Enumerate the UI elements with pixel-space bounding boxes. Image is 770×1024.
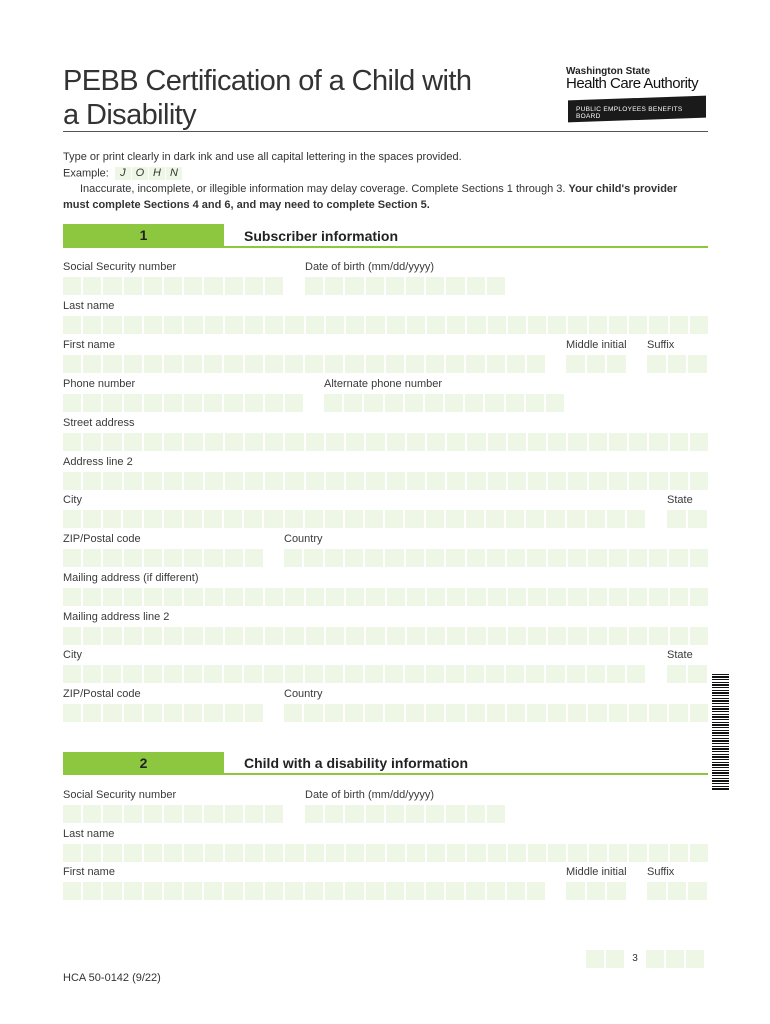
mail-city-label: City [63, 649, 82, 661]
page-marker-box [686, 950, 704, 968]
intro-instructions: Type or print clearly in dark ink and use all capital lettering in the spaces provided. [63, 151, 462, 163]
mail-country-label: Country [284, 688, 323, 700]
child-first-name-label: First name [63, 866, 115, 878]
zip-label: ZIP/Postal code [63, 533, 141, 545]
mail-zip-label: ZIP/Postal code [63, 688, 141, 700]
country-label: Country [284, 533, 323, 545]
child-suffix-label: Suffix [647, 866, 675, 878]
alt-phone-field[interactable] [324, 394, 564, 412]
state-field[interactable] [667, 510, 707, 528]
page-marker-box [666, 950, 684, 968]
barcode [712, 674, 729, 790]
example-letter: N [166, 167, 183, 180]
child-first-name-field[interactable] [63, 882, 545, 900]
section-2-number: 2 [63, 752, 224, 774]
dob-label: Date of birth (mm/dd/yyyy) [305, 261, 434, 273]
suffix-field[interactable] [647, 355, 707, 373]
page-number: 3 [626, 950, 644, 968]
child-dob-field[interactable] [305, 805, 505, 823]
intro-provider-note: must complete Sections 4 and 6, and may need to complete Section 5. [63, 199, 430, 211]
child-middle-initial-field[interactable] [566, 882, 626, 900]
section-2-rule [63, 773, 708, 775]
child-last-name-label: Last name [63, 828, 115, 840]
child-dob-label: Date of birth (mm/dd/yyyy) [305, 789, 434, 801]
first-name-label: First name [63, 339, 115, 351]
phone-label: Phone number [63, 378, 136, 390]
suffix-label: Suffix [647, 339, 675, 351]
section-2-title: Child with a disability information [244, 755, 469, 771]
ssn-field[interactable] [63, 277, 283, 295]
mail-zip-field[interactable] [63, 704, 263, 722]
last-name-label: Last name [63, 300, 115, 312]
section-1-rule [63, 246, 708, 248]
mail-state-field[interactable] [667, 665, 707, 683]
example-letter: H [149, 167, 166, 180]
city-label: City [63, 494, 82, 506]
last-name-field[interactable] [63, 316, 708, 334]
middle-initial-field[interactable] [566, 355, 626, 373]
example-letter: J [115, 167, 132, 180]
mail-country-field[interactable] [284, 704, 708, 722]
child-ssn-field[interactable] [63, 805, 283, 823]
intro-warning: Inaccurate, incomplete, or illegible information may delay coverage. Complete Sections 1 through 3. Your child's provider [80, 183, 678, 195]
address2-label: Address line 2 [63, 456, 133, 468]
mail-city-field[interactable] [63, 665, 645, 683]
child-ssn-label: Social Security number [63, 789, 177, 801]
mailing2-label: Mailing address line 2 [63, 611, 170, 623]
country-field[interactable] [284, 549, 708, 567]
mailing-field[interactable] [63, 588, 708, 606]
state-label: State [667, 494, 693, 506]
child-middle-initial-label: Middle initial [566, 866, 627, 878]
phone-field[interactable] [63, 394, 303, 412]
form-id: HCA 50-0142 (9/22) [63, 972, 161, 984]
street-label: Street address [63, 417, 135, 429]
page-marker-box [586, 950, 604, 968]
street-field[interactable] [63, 433, 708, 451]
zip-field[interactable] [63, 549, 263, 567]
child-last-name-field[interactable] [63, 844, 708, 862]
dob-field[interactable] [305, 277, 505, 295]
section-1-number: 1 [63, 224, 224, 246]
first-name-field[interactable] [63, 355, 545, 373]
alt-phone-label: Alternate phone number [324, 378, 443, 390]
section-1-title: Subscriber information [244, 228, 399, 244]
intro-example: Example: J O H N [63, 167, 183, 180]
page-title: PEBB Certification of a Child with a Disability [63, 65, 472, 131]
middle-initial-label: Middle initial [566, 339, 627, 351]
mailing2-field[interactable] [63, 627, 708, 645]
city-field[interactable] [63, 510, 645, 528]
example-letter: O [132, 167, 149, 180]
mailing-label: Mailing address (if different) [63, 572, 199, 584]
child-suffix-field[interactable] [647, 882, 707, 900]
hca-logo: Washington State Health Care Authority PUBLIC EMPLOYEES BENEFITS BOARD [566, 66, 710, 126]
address2-field[interactable] [63, 472, 708, 490]
page-marker-box [646, 950, 664, 968]
ssn-label: Social Security number [63, 261, 177, 273]
header-divider [63, 131, 708, 132]
mail-state-label: State [667, 649, 693, 661]
page-marker-box [606, 950, 624, 968]
